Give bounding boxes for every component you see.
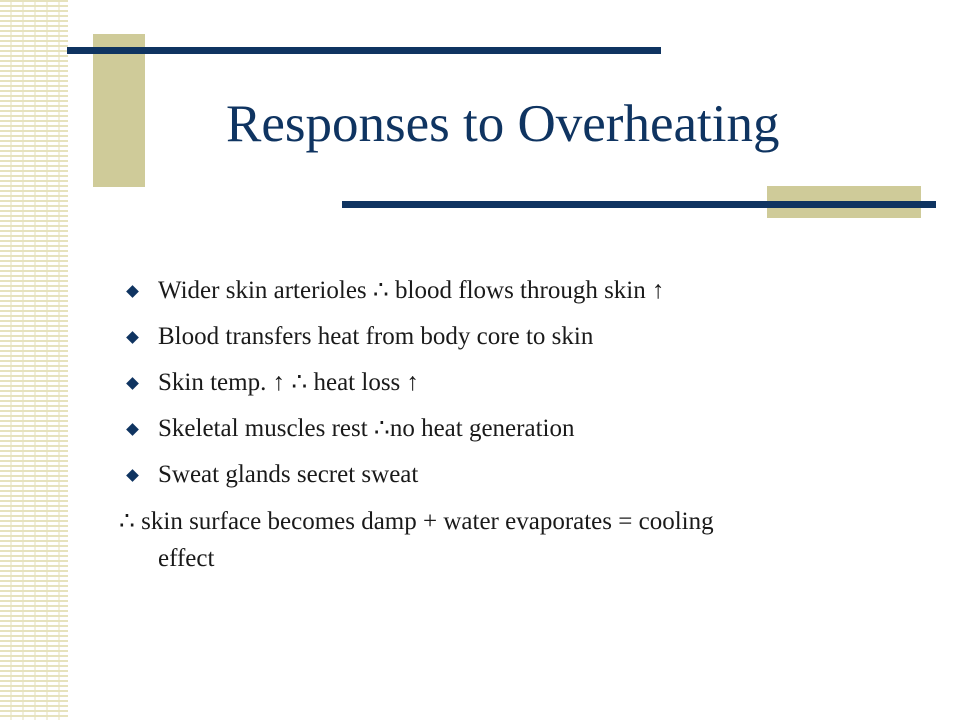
bullet-item — [122, 314, 912, 360]
bullet-text: Sweat glands secret sweat — [158, 461, 419, 488]
bullet-text: Skeletal muscles rest ∴no heat generation — [158, 415, 575, 442]
bullet-item — [122, 360, 912, 406]
conclusion-text — [119, 503, 899, 577]
bullet-list — [122, 268, 912, 498]
slide-title: Responses to Overheating — [226, 95, 780, 153]
conclusion-line-1: ∴ skin surface becomes damp + water evaporates = cooling — [119, 508, 714, 535]
bullet-text: Blood transfers heat from body core to skin — [158, 323, 594, 350]
decorative-line-bottom — [342, 201, 936, 208]
bullet-item — [122, 452, 912, 498]
bullet-item — [122, 406, 912, 452]
decorative-tan-block-left — [93, 34, 145, 187]
bullet-item — [122, 268, 912, 314]
conclusion-line-2: effect — [158, 545, 215, 572]
diamond-icon — [126, 423, 139, 436]
decorative-line-top — [67, 47, 661, 54]
left-striped-border — [0, 0, 68, 720]
diamond-icon — [126, 469, 139, 482]
slide-body — [119, 268, 912, 602]
bullet-text: Skin temp. ↑ ∴ heat loss ↑ — [158, 369, 420, 396]
diamond-icon — [126, 285, 139, 298]
diamond-icon — [126, 331, 139, 344]
bullet-text: Wider skin arterioles ∴ blood flows through skin ↑ — [158, 277, 665, 304]
diamond-icon — [126, 377, 139, 390]
